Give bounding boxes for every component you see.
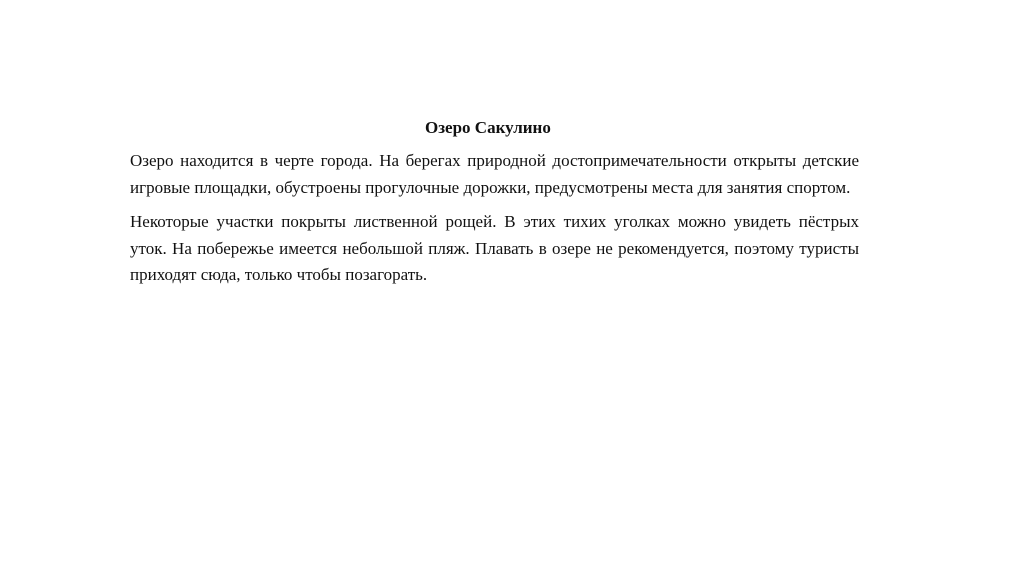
paragraph-2: Некоторые участки покрыты лиственной рощей. В этих тихих уголках можно увидеть пёстрых уток. На побережье имеется небольшой пляж. Плавать в озере не рекомендуется, поэтому туристы приходят сюда, только чтобы позагорать.	[130, 212, 859, 284]
document-title: Озеро Сакулино	[425, 118, 551, 137]
paragraph-1: Озеро находится в черте города. На берегах природной достопримечательности открыты детские игровые площадки, обустроены прогулочные дорожки, предусмотрены места для занятия спортом.	[130, 151, 859, 197]
text-block	[130, 116, 859, 297]
